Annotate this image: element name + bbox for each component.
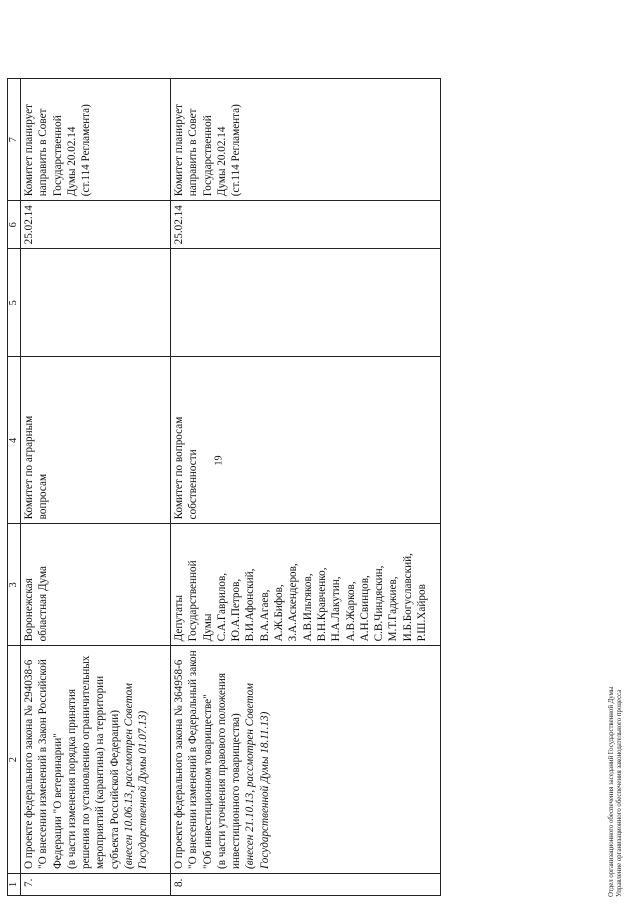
row-number: 8.	[171, 874, 441, 896]
bill-title: О проекте федерального закона № 294038-6	[23, 659, 35, 869]
column-header-5: 5	[8, 249, 21, 357]
column-header-4: 4	[8, 357, 21, 524]
initiator-cell: Воронежская областная Дума	[21, 524, 171, 646]
plan-cell: Комитет планирует направить в Совет Государственной Думы 20.02.14 (ст.114 Регламента)	[171, 79, 441, 201]
bill-description-cell: О проекте федерального закона № 364958-6 "О внесении изменений в Федеральный закон "Об инвестиционном товариществе" (в части уточнения правового положения инвестиционного товарищества) (внесен 21.10.13, рассмотрен Советом Государственной Думы 18.11.13)	[171, 646, 441, 874]
bill-note: (внесен 21.10.13, рассмотрен Советом	[244, 683, 257, 869]
committee-cell: Комитет по вопросам собственности	[171, 357, 441, 524]
bill-description-cell: О проекте федерального закона № 294038-6 "О внесении изменений в Закон Российской Федерации "О ветеринарии" (в части изменения порядка принятия решения по установлению ограничительных мероприятий (карантина) на территории субъекта Российской Федерации) (внесен 10.06.13, рассмотрен Советом Государственной Думы 01.07.13)	[21, 646, 171, 874]
column-header-7: 7	[8, 79, 21, 201]
bill-title: О проекте федерального закона № 364958-6	[173, 659, 185, 869]
column-header-6: 6	[8, 201, 21, 249]
column-5-cell	[171, 249, 441, 357]
date-cell: 25.02.14	[171, 201, 441, 249]
column-number-row	[8, 79, 21, 896]
page-number: 19	[213, 455, 225, 466]
bill-note: (внесен 10.06.13, рассмотрен Советом	[123, 683, 136, 869]
column-5-cell	[21, 249, 171, 357]
footer-department: Отдел организационного обеспечения заседаний Государственной Думы	[608, 686, 615, 897]
table-row	[171, 79, 441, 896]
committee-cell: Комитет по аграрным вопросам	[21, 357, 171, 524]
footer-directorate: Управление организационного обеспечения законодательного процесса	[616, 689, 624, 897]
row-number: 7.	[21, 874, 171, 896]
plan-cell: Комитет планирует направить в Совет Государственной Думы 20.02.14 (ст.114 Регламента)	[21, 79, 171, 201]
column-header-2: 2	[8, 646, 21, 874]
initiator-cell: Депутаты Государственной Думы С.А.Гаврилов, Ю.А.Петров, В.И.Афонский, В.А.Агаев, А.Ж.Бифов, З.А.Аскендеров, А.В.Ильтяков, В.Н.Кравченко, Н.А.Лакутин, А.В.Жарков, А.Н.Свинцов, С.В.Чиндяскин, М.Т.Гаджиев, И.Б.Богуславский, Р.Ш.Хайров	[171, 524, 441, 646]
footer	[608, 557, 625, 897]
date-cell: 25.02.14	[21, 201, 171, 249]
column-header-3: 3	[8, 524, 21, 646]
table-row	[21, 79, 171, 896]
bills-table	[7, 78, 441, 896]
column-header-1: 1	[8, 874, 21, 896]
